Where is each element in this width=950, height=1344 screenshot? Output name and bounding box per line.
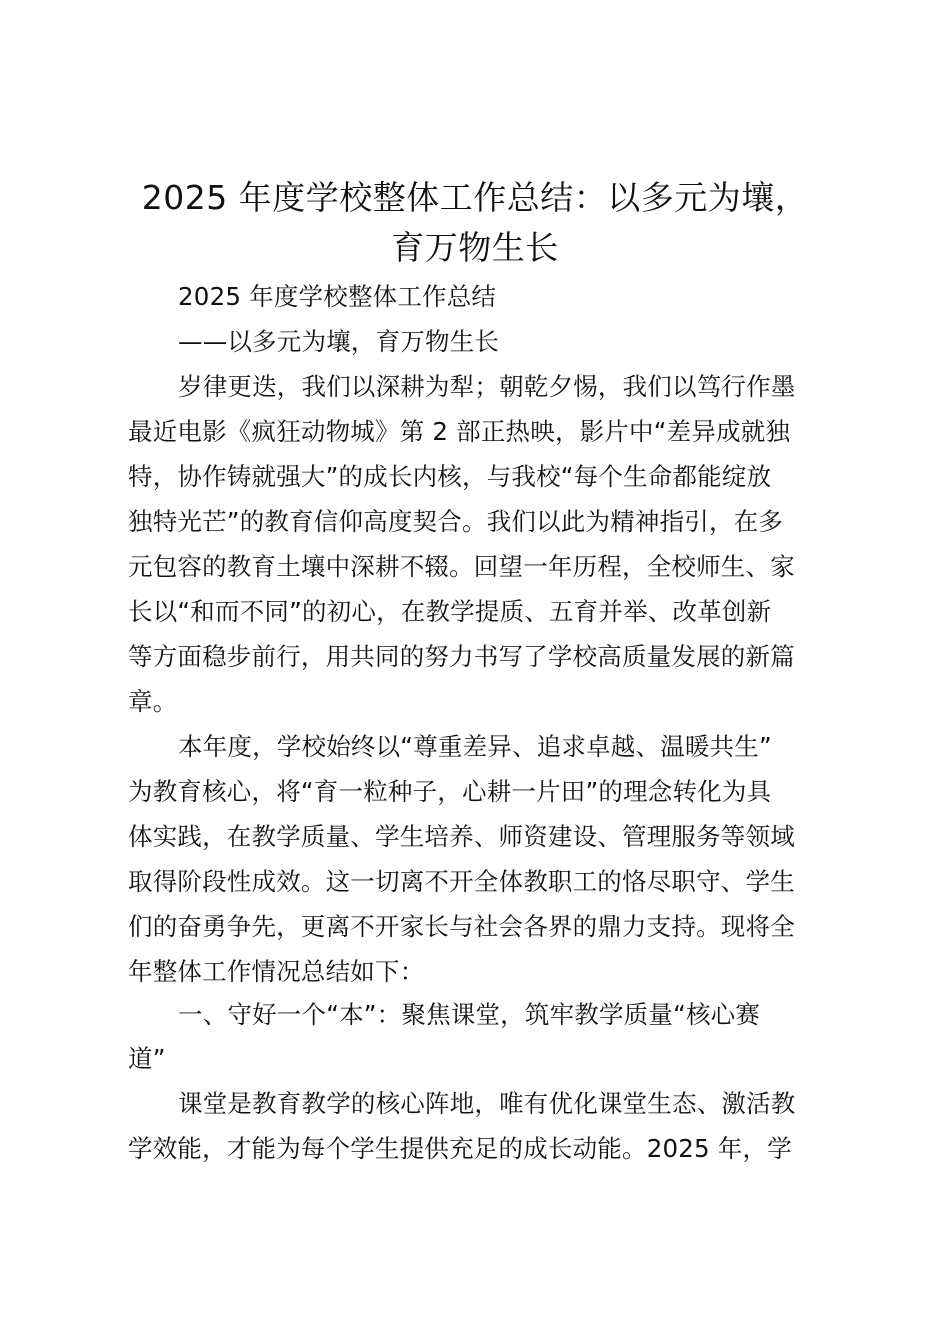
subtitle-dash-line: ——以多元为壤，育万物生长: [178, 327, 500, 356]
subtitle-line: 2025 年度学校整体工作总结: [178, 282, 497, 311]
paragraph-1-line-7: 等方面稳步前行，用共同的努力书写了学校高质量发展的新篇: [128, 642, 795, 671]
paragraph-2-line-3: 体实践，在教学质量、学生培养、师资建设、管理服务等领域: [128, 822, 795, 851]
section-heading-line-2: 道”: [128, 1044, 166, 1073]
paragraph-1-line-3: 特，协作铸就强大”的成长内核，与我校“每个生命都能绽放: [128, 462, 772, 491]
paragraph-2-line-2: 为教育核心，将“育一粒种子，心耕一片田”的理念转化为具: [128, 777, 772, 806]
paragraph-1-line-2: 最近电影《疯狂动物城》第 2 部正热映，影片中“差异成就独: [128, 417, 791, 446]
paragraph-2-line-4: 取得阶段性成效。这一切离不开全体教职工的恪尽职守、学生: [128, 867, 795, 896]
paragraph-3-line-1: 课堂是教育教学的核心阵地，唯有优化课堂生态、激活教: [178, 1089, 796, 1118]
paragraph-1-line-6: 长以“和而不同”的初心，在教学提质、五育并举、改革创新: [128, 597, 772, 626]
paragraph-2-line-1: 本年度，学校始终以“尊重差异、追求卓越、温暖共生”: [178, 732, 772, 761]
paragraph-3-line-2: 学效能，才能为每个学生提供充足的成长动能。2025 年，学: [128, 1134, 792, 1163]
paragraph-2-line-6: 年整体工作情况总结如下：: [128, 957, 425, 986]
document-title-line-1: 2025 年度学校整体工作总结：以多元为壤，: [141, 178, 809, 217]
paragraph-2-line-5: 们的奋勇争先，更离不开家长与社会各界的鼎力支持。现将全: [128, 912, 795, 941]
paragraph-1-line-8: 章。: [128, 687, 178, 716]
paragraph-1-line-1: 岁律更迭，我们以深耕为犁；朝乾夕惕，我们以笃行作墨: [178, 372, 796, 401]
document-title-line-2: 育万物生长: [391, 228, 559, 267]
section-heading-line-1: 一、守好一个“本”：聚焦课堂，筑牢教学质量“核心赛: [178, 1000, 761, 1029]
paragraph-1-line-5: 元包容的教育土壤中深耕不辍。回望一年历程，全校师生、家: [128, 552, 795, 581]
paragraph-1-line-4: 独特光芒”的教育信仰高度契合。我们以此为精神指引，在多: [128, 507, 784, 536]
